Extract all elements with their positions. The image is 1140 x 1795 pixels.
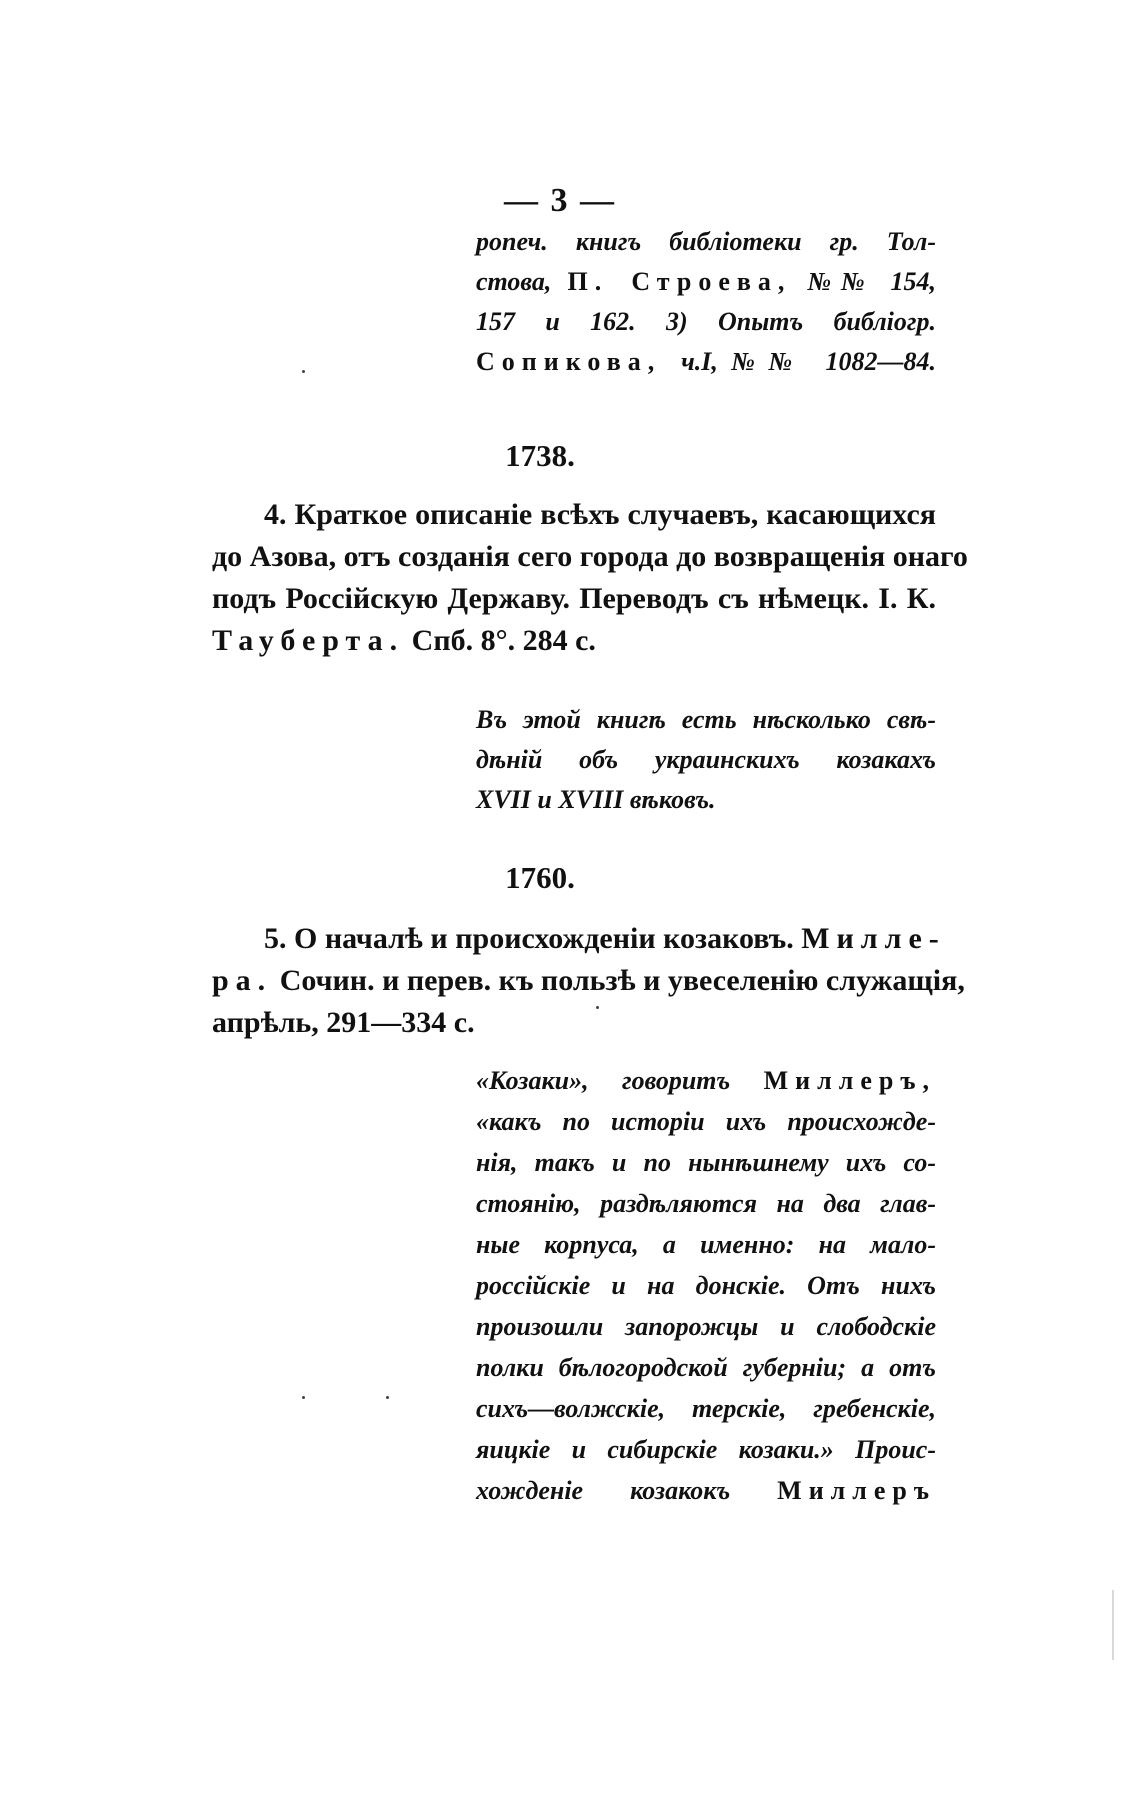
entry-line — [212, 960, 965, 1002]
author-name-taubert: Тауберта. — [212, 624, 405, 657]
entry-text: Спб. 8°. 284 с. — [411, 624, 596, 657]
author-name-miller-cont: ра. — [212, 964, 273, 997]
quote-line: ные корпуса, а именно: на мало- — [476, 1230, 936, 1259]
note-line: 157 и 162. 3) Опытъ библіогр. — [476, 307, 936, 336]
entry-text: 5. О началѣ и происхожденіи козаковъ. — [264, 922, 794, 955]
quote-line: стоянію, раздѣляются на два глав- — [476, 1189, 936, 1218]
quote-line: яицкіе и сибирскіе козаки.» Проис- — [476, 1435, 936, 1464]
quote-line: сихъ—волжскіе, терскіе, гребенскіе, — [476, 1394, 936, 1423]
source-note-top — [476, 222, 936, 382]
quote-line: произошли запорожцы и слободскіе — [476, 1312, 936, 1341]
entry-line — [212, 918, 946, 960]
bibliography-entry-5 — [212, 918, 965, 1044]
quotation-miller — [476, 1060, 936, 1511]
entry-line: 4. Краткое описаніе всѣхъ случаевъ, касающихся — [264, 498, 936, 531]
note-text: ч.I,№№ 1082—84. — [681, 347, 936, 376]
year-heading-1760: 1760. — [505, 860, 575, 895]
note-line: дѣній объ украинскихъ козакахъ — [476, 745, 936, 774]
print-speck — [596, 1006, 599, 1009]
annotation-entry-4 — [476, 700, 936, 820]
note-line: Въ этой книгѣ есть нѣсколько свѣ- — [476, 705, 936, 734]
quote-line: «какъ по исторіи ихъ происхожде- — [476, 1107, 936, 1136]
entry-line: апрѣль, 291—334 с. — [212, 1006, 475, 1039]
note-line: XVII и XVIII вѣковъ. — [476, 785, 716, 814]
print-speck — [386, 1396, 389, 1399]
bibliography-entry-4 — [212, 494, 968, 662]
author-name-miller: Милле- — [801, 922, 946, 955]
print-speck — [302, 370, 305, 373]
scan-edge-mark — [1112, 1590, 1114, 1660]
quote-text: хожденіе козакокъ — [476, 1476, 731, 1505]
page-number: — 3 — — [504, 182, 616, 219]
year-heading-1738: 1738. — [505, 438, 575, 473]
entry-line: до Азова, отъ созданія сего города до возвращенія онаго — [212, 540, 968, 573]
author-name-sopikov: Сопикова, — [476, 347, 662, 376]
author-name-stroev: П. Строева, — [567, 267, 792, 296]
quote-line — [476, 1470, 936, 1511]
entry-line: подъ Россійскую Державу. Переводъ съ нѣмецк. І. К. — [212, 582, 936, 615]
note-text: стова, — [476, 267, 552, 296]
quote-line: россійскіе и на донскіе. Отъ нихъ — [476, 1271, 936, 1300]
quote-line — [476, 1060, 936, 1101]
entry-text: Сочин. и перев. къ пользѣ и увеселенію служащія, — [279, 964, 965, 997]
note-line: ропеч. книгъ библіотеки гр. Тол- — [476, 227, 936, 256]
quote-line: полки бѣлогородской губерніи; а отъ — [476, 1353, 936, 1382]
author-name-miller-quote: Миллеръ, — [763, 1066, 936, 1095]
entry-line — [212, 620, 936, 662]
note-line — [476, 262, 936, 302]
quote-line: нія, такъ и по нынѣшнему ихъ со- — [476, 1148, 936, 1177]
print-speck — [302, 1396, 305, 1399]
note-text: №№ 154, — [807, 267, 936, 296]
author-name-miller-end: Миллеръ — [777, 1476, 937, 1505]
note-line — [476, 342, 936, 382]
quote-text: «Козаки», говоритъ — [476, 1066, 731, 1095]
